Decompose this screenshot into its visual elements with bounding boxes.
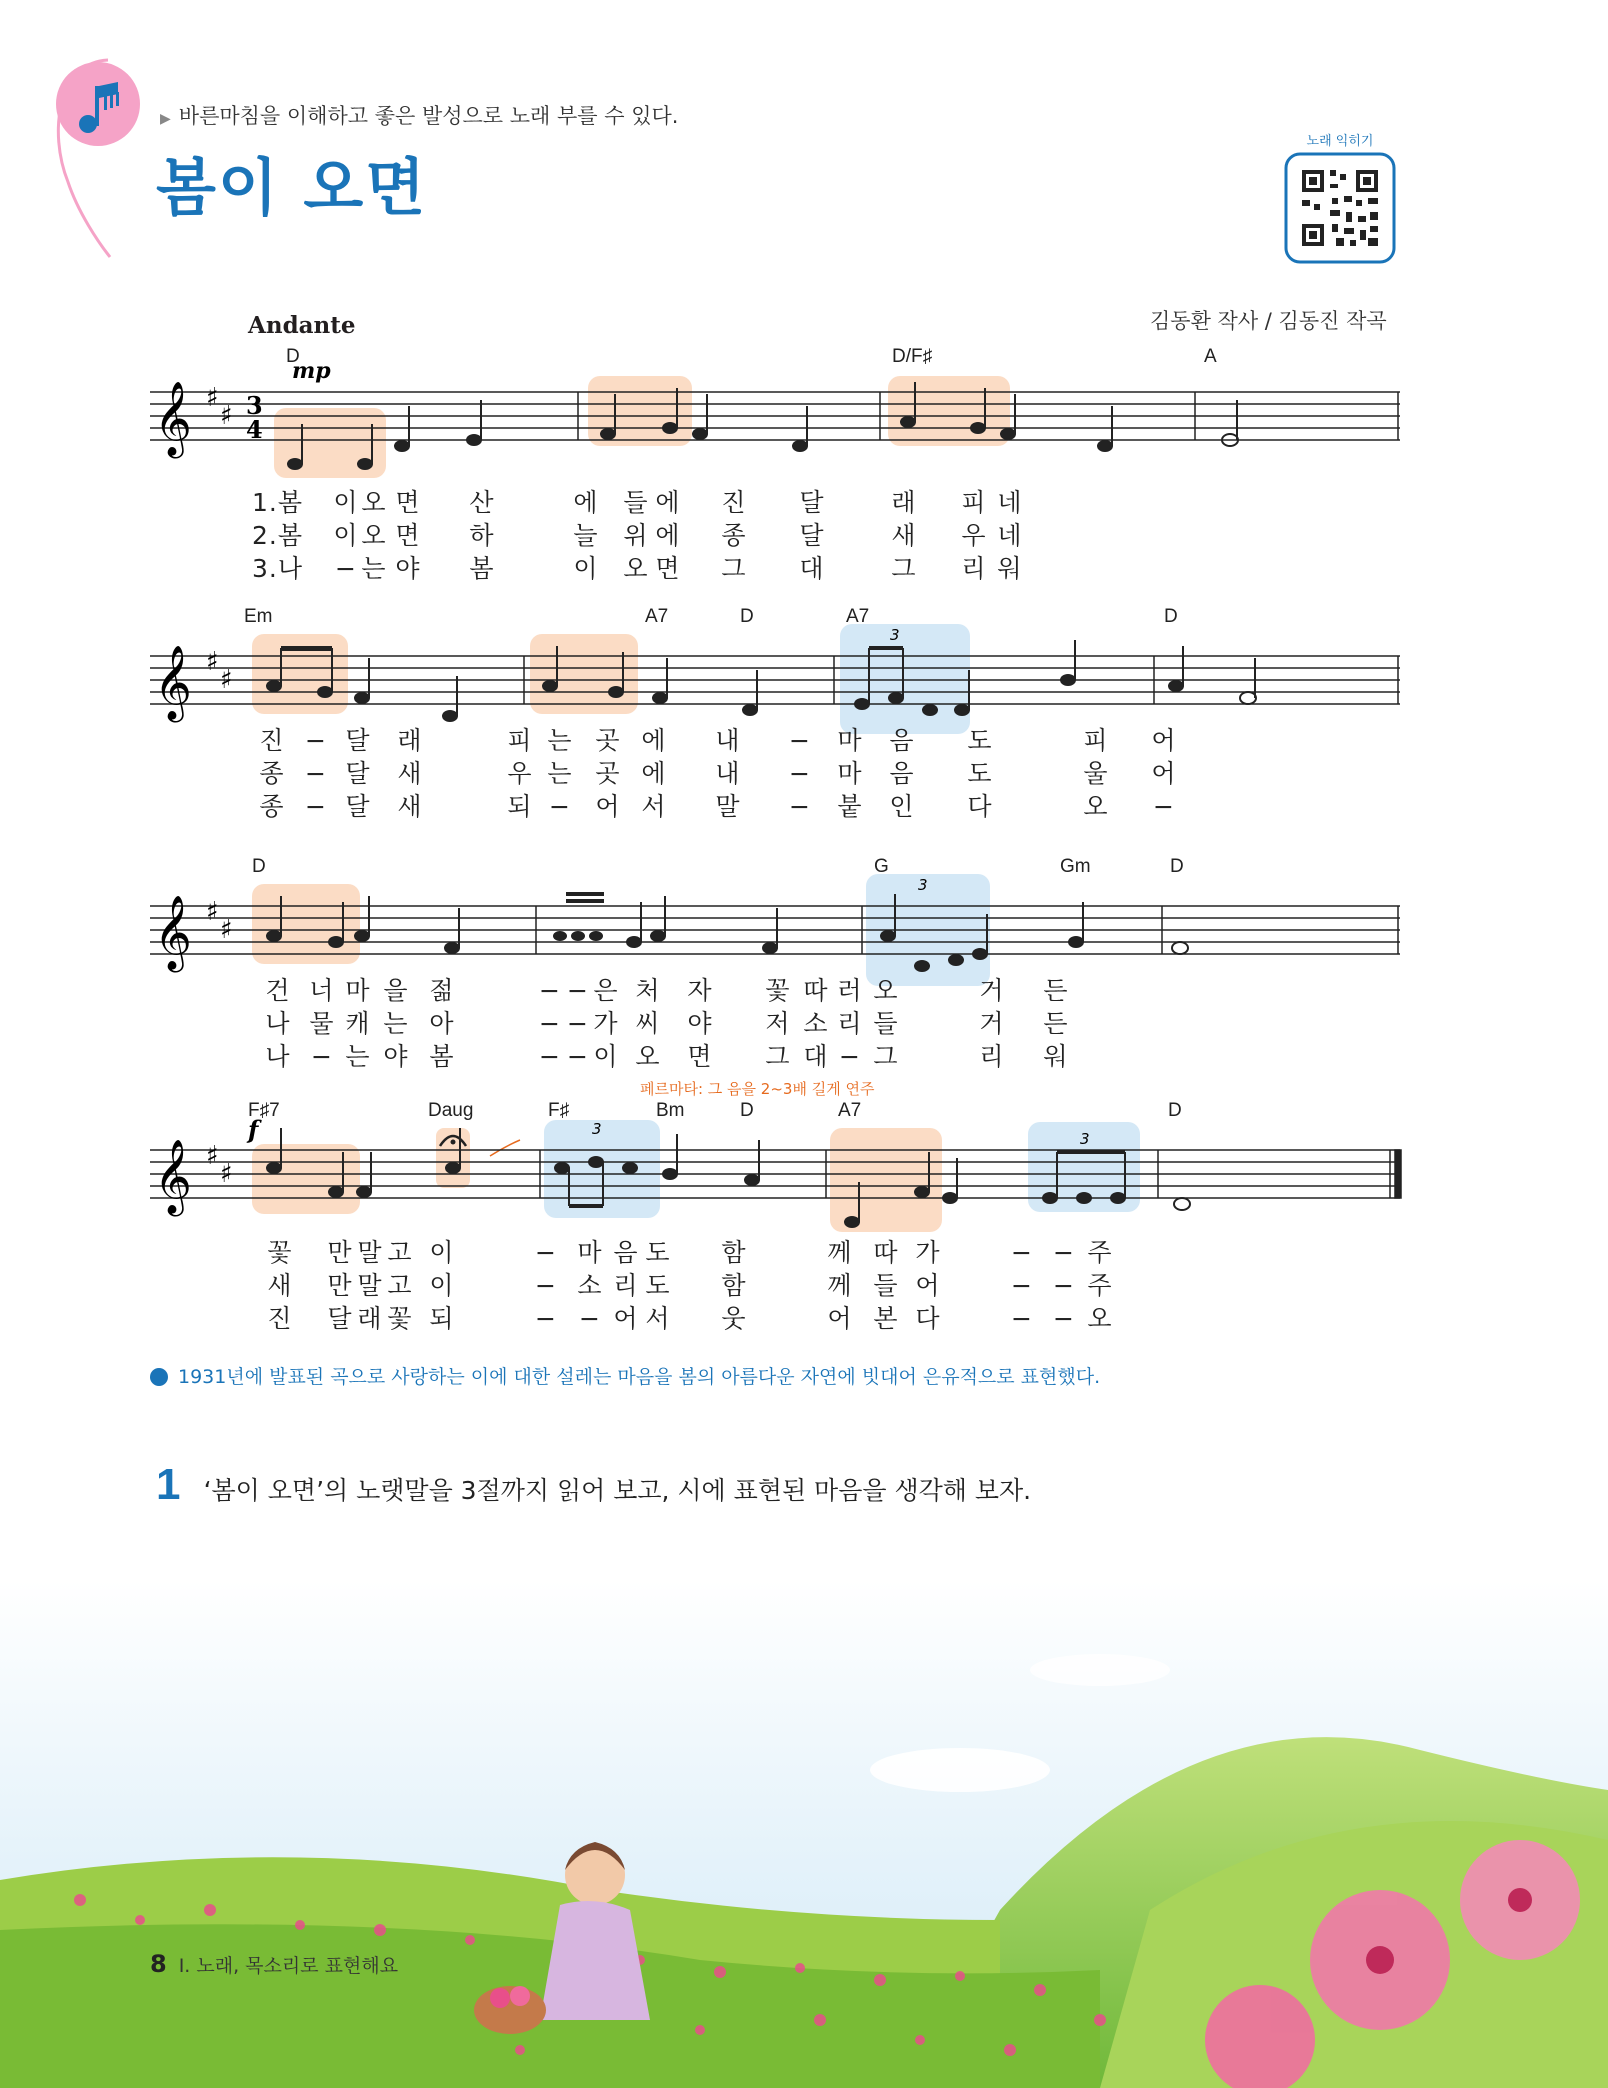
lyric-syllable: 봄 [469,554,495,583]
chord-symbol: A7 [645,606,669,627]
lyric-syllable: 달 [345,759,371,788]
lyric-syllable: 함 [721,1271,747,1300]
lyric-syllable: 그 [873,1042,899,1071]
lyric-syllable: 에 [641,759,667,788]
lyric-syllable: 면 [395,521,421,550]
lyric-syllable: 도 [967,726,993,755]
chord-symbol: D [286,346,300,367]
lyric-syllable: 면 [687,1042,713,1071]
svg-text:♯: ♯ [206,897,219,927]
lyric-syllable: 든 [1043,976,1069,1005]
lyric-syllable: 야 [687,1009,713,1038]
lyric-syllable: 대 [799,554,825,583]
lyric-syllable: 에 [641,726,667,755]
lyric-syllable: 그 [765,1042,791,1071]
lyric-syllable: 대 [803,1042,829,1071]
chord-symbol: D [252,856,266,877]
lyric-syllable: − [535,1304,557,1333]
svg-text:♯: ♯ [220,665,233,695]
lyric-syllable: 러 [837,976,863,1005]
lyric-syllable: 달 [327,1304,353,1333]
svg-text:3: 3 [1080,1130,1090,1148]
lyric-syllable: 그 [721,554,747,583]
lyric-syllable: 들 [873,1271,899,1300]
lyric-syllable: 다 [915,1304,941,1333]
chord-symbol: A [1204,346,1217,367]
music-note-icon [48,52,148,262]
lyric-syllable: 들 [623,488,649,517]
lyric-syllable: 진 [267,1304,293,1333]
lyric-syllable: 말 [715,792,741,821]
staff-1 [140,340,1410,480]
lyric-syllable: 피 [961,488,987,517]
lyric-syllable: 래 [357,1304,383,1333]
lyric-syllable: − [539,1009,561,1038]
lyric-syllable: 오 [1087,1304,1113,1333]
lyric-syllable: 그 [891,554,917,583]
chord-symbol: D/F♯ [892,346,933,367]
chord-symbol: D [1164,606,1178,627]
lyric-syllable: 고 [387,1271,413,1300]
lyric-syllable: 울 [1083,759,1109,788]
lyric-syllable: 우 [961,521,987,550]
lyric-syllable: − [539,976,561,1005]
lyrics-block [140,486,1410,586]
lyric-syllable: 리 [961,554,987,583]
lyric-syllable: − [839,1042,861,1071]
lyric-syllable: 자 [687,976,713,1005]
lyric-syllable: 아 [429,1009,455,1038]
lyric-syllable: − [789,792,811,821]
lyric-syllable: 에 [573,488,599,517]
lyric-syllable: 워 [997,554,1023,583]
lyric-syllable: 면 [395,488,421,517]
lyric-syllable: 이 [429,1238,455,1267]
lyric-syllable: − [567,976,589,1005]
lyric-syllable: − [1011,1271,1033,1300]
lyrics-block [140,974,1410,1074]
song-credit: 김동환 작사 / 김동진 작곡 [1150,309,1387,333]
lyric-syllable: 음 [613,1238,639,1267]
lyric-syllable: 1.봄 [252,488,304,517]
lyric-syllable: − [311,1042,333,1071]
svg-text:3: 3 [890,626,900,644]
lyric-syllable: − [1053,1271,1075,1300]
lyric-syllable: 소 [803,1009,829,1038]
lyric-syllable: 는 [361,554,387,583]
triangle-icon: ▶ [160,111,171,127]
lyric-syllable: 도 [967,759,993,788]
lyric-syllable: 들 [873,1009,899,1038]
lyric-syllable: 도 [645,1271,671,1300]
lyric-syllable: 달 [799,521,825,550]
lyric-syllable: 래 [891,488,917,517]
lyric-syllable: − [535,1238,557,1267]
info-note: 1931년에 발표된 곡으로 사랑하는 이에 대한 설레는 마음을 봄의 아름다운 자연에 빗대어 은유적으로 표현했다. [150,1362,1100,1389]
lyric-syllable: 종 [259,792,285,821]
lyric-syllable: 다 [967,792,993,821]
lyric-syllable: 래 [397,726,423,755]
chord-symbol: A7 [838,1100,862,1121]
lyric-syllable: 이 [333,488,359,517]
treble-clef-icon: 𝄞 [154,382,192,456]
svg-text:♯: ♯ [206,383,219,413]
lyric-syllable: 만 [327,1271,353,1300]
lyric-syllable: 오 [623,554,649,583]
lyric-syllable: 오 [361,488,387,517]
lyric-syllable: 만 [327,1238,353,1267]
lyric-syllable: 새 [267,1271,293,1300]
cd-icon [150,1368,168,1386]
question-1 [156,1460,1031,1510]
lyric-syllable: − [1011,1238,1033,1267]
lyric-syllable: 곳 [595,759,621,788]
chord-symbol: D [1168,1100,1182,1121]
lyric-syllable: 진 [259,726,285,755]
lyric-syllable: 종 [259,759,285,788]
lyric-syllable: 나 [265,1042,291,1071]
svg-text:3: 3 [918,876,928,894]
lyric-syllable: 새 [397,759,423,788]
lyric-syllable: − [789,726,811,755]
svg-text:♯: ♯ [206,647,219,677]
lyric-syllable: 서 [641,792,667,821]
svg-text:𝄞: 𝄞 [154,896,192,970]
lyric-syllable: − [549,792,571,821]
lyric-syllable: 3.나 [252,554,304,583]
learning-objective: ▶ 바른마침을 이해하고 좋은 발성으로 노래 부를 수 있다. [160,104,679,128]
lyric-syllable: 저 [765,1009,791,1038]
lyric-syllable: 이 [593,1042,619,1071]
lyric-syllable: − [1053,1238,1075,1267]
lyric-syllable: 나 [265,1009,291,1038]
lyric-syllable: 따 [873,1238,899,1267]
chord-symbol: D [1170,856,1184,877]
lyric-syllable: 어 [1151,726,1177,755]
svg-text:♯: ♯ [220,1159,233,1189]
lyric-syllable: 늘 [573,521,599,550]
chord-symbol: Bm [656,1100,685,1121]
music-system-4 [140,1080,1410,1338]
svg-text:♯: ♯ [220,915,233,945]
lyric-syllable: 음 [889,726,915,755]
lyric-syllable: 말 [357,1238,383,1267]
lyric-syllable: 는 [547,726,573,755]
lyric-syllable: 리 [837,1009,863,1038]
lyric-syllable: 어 [595,792,621,821]
lyric-syllable: 곳 [595,726,621,755]
chord-symbol: Daug [428,1100,474,1121]
lyric-syllable: 마 [837,759,863,788]
lyric-syllable: 음 [889,759,915,788]
spring-landscape-illustration [0,1580,1608,2088]
lyric-syllable: 에 [655,488,681,517]
lyric-syllable: 봄 [429,1042,455,1071]
svg-text:𝄞: 𝄞 [154,1140,192,1214]
lyric-syllable: 든 [1043,1009,1069,1038]
lyric-syllable: 는 [383,1009,409,1038]
chord-symbol: Em [244,606,273,627]
lyric-syllable: 주 [1087,1238,1113,1267]
lyric-syllable: 하 [469,521,495,550]
chord-symbol: A7 [846,606,870,627]
lyric-syllable: 거 [979,1009,1005,1038]
lyric-syllable: 가 [915,1238,941,1267]
lyric-syllable: 에 [655,521,681,550]
lyric-syllable: 리 [979,1042,1005,1071]
staff-3 [140,854,1410,994]
page-footer [150,1950,398,1978]
lyric-syllable: − [335,554,357,583]
lyric-syllable: 는 [345,1042,371,1071]
lyric-syllable: 인 [889,792,915,821]
lyric-syllable: 오 [873,976,899,1005]
question-text: ‘봄이 오면’의 노랫말을 3절까지 읽어 보고, 시에 표현된 마음을 생각해 보자. [203,1476,1032,1505]
page-title: 봄이 오면 [156,151,428,224]
svg-text:f: f [248,1115,259,1144]
lyric-syllable: 되 [429,1304,455,1333]
lyric-syllable: 어 [915,1271,941,1300]
lyric-syllable: 어 [827,1304,853,1333]
lyric-syllable: 2.봄 [252,521,304,550]
chord-symbol: F♯7 [248,1100,280,1121]
lyric-syllable: 말 [357,1271,383,1300]
chord-symbol: Gm [1060,856,1091,877]
lyric-syllable: 리 [613,1271,639,1300]
lyric-syllable: 웃 [721,1304,747,1333]
lyric-syllable: 마 [837,726,863,755]
lyric-syllable: 서 [645,1304,671,1333]
music-system-2 [140,604,1410,844]
lyric-syllable: − [567,1009,589,1038]
lyric-syllable: 너 [309,976,335,1005]
staff-4 [140,1098,1410,1238]
lyric-syllable: 위 [623,521,649,550]
qr-code-icon[interactable] [1284,140,1396,266]
chapter-title: Ⅰ. 노래, 목소리로 표현해요 [178,1955,399,1977]
lyric-syllable: 되 [507,792,533,821]
lyric-syllable: − [305,726,327,755]
lyric-syllable: 본 [873,1304,899,1333]
lyric-syllable: 주 [1087,1271,1113,1300]
lyric-syllable: 오 [361,521,387,550]
svg-text:3: 3 [592,1120,602,1138]
lyric-syllable: 산 [469,488,495,517]
lyric-syllable: 고 [387,1238,413,1267]
lyric-syllable: 는 [547,759,573,788]
lyric-syllable: − [567,1042,589,1071]
lyric-syllable: 이 [573,554,599,583]
page-number: 8 [150,1950,167,1978]
lyric-syllable: 달 [799,488,825,517]
lyric-syllable: 마 [577,1238,603,1267]
lyric-syllable: 내 [715,726,741,755]
music-system-1 [140,340,1410,583]
svg-text:mp: mp [292,358,331,384]
chord-symbol: D [740,1100,754,1121]
lyric-syllable: 어 [1151,759,1177,788]
lyric-syllable: 네 [997,521,1023,550]
lyric-syllable: − [539,1042,561,1071]
lyric-syllable: − [789,759,811,788]
lyric-syllable: − [1153,792,1175,821]
lyric-syllable: 소 [577,1271,603,1300]
lyric-syllable: 야 [395,554,421,583]
lyric-syllable: 처 [635,976,661,1005]
lyric-syllable: 진 [721,488,747,517]
lyric-syllable: − [1053,1304,1075,1333]
fermata-annotation: 페르마타: 그 음을 2~3배 길게 연주 [640,1080,875,1098]
svg-text:3: 3 [246,391,263,420]
lyric-syllable: 가 [593,1009,619,1038]
lyric-syllable: 이 [429,1271,455,1300]
lyric-syllable: 우 [507,759,533,788]
lyric-syllable: 을 [383,976,409,1005]
lyric-syllable: 새 [891,521,917,550]
lyric-syllable: 도 [645,1238,671,1267]
lyric-syllable: 피 [507,726,533,755]
lyric-syllable: 마 [345,976,371,1005]
lyric-syllable: 이 [333,521,359,550]
lyrics-block [140,1236,1410,1336]
chord-symbol: D [740,606,754,627]
lyric-syllable: − [305,792,327,821]
lyrics-block [140,724,1410,824]
lyric-syllable: 붙 [837,792,863,821]
tempo-marking: Andante [248,312,356,339]
chord-symbol: G [874,856,889,877]
lyric-syllable: 은 [593,976,619,1005]
lyric-syllable: 젊 [429,976,455,1005]
svg-text:♯: ♯ [206,1141,219,1171]
lyric-syllable: − [535,1271,557,1300]
lyric-syllable: 종 [721,521,747,550]
lyric-syllable: 꽃 [765,976,791,1005]
lyric-syllable: 씨 [635,1009,661,1038]
lyric-syllable: 께 [827,1238,853,1267]
music-system-3 [140,854,1410,1094]
lyric-syllable: 달 [345,792,371,821]
lyric-syllable: 물 [309,1009,335,1038]
staff-2 [140,604,1410,744]
lyric-syllable: 워 [1043,1042,1069,1071]
qr-label: 노래 익히기 [1306,134,1374,149]
lyric-syllable: − [305,759,327,788]
lyric-syllable: 면 [655,554,681,583]
chord-symbol: F♯ [548,1100,570,1121]
lyric-syllable: 야 [383,1042,409,1071]
svg-text:4: 4 [246,415,263,444]
lyric-syllable: 피 [1083,726,1109,755]
lyric-syllable: 내 [715,759,741,788]
lyric-syllable: − [1011,1304,1033,1333]
question-number: 1 [156,1460,181,1509]
lyric-syllable: 꽃 [387,1304,413,1333]
lyric-syllable: 오 [635,1042,661,1071]
lyric-syllable: 어 [613,1304,639,1333]
lyric-syllable: 꽃 [267,1238,293,1267]
lyric-syllable: 함 [721,1238,747,1267]
lyric-syllable: 캐 [345,1009,371,1038]
lyric-syllable: 새 [397,792,423,821]
lyric-syllable: 달 [345,726,371,755]
lyric-syllable: 거 [979,976,1005,1005]
lyric-syllable: − [579,1304,601,1333]
lyric-syllable: 따 [803,976,829,1005]
svg-text:♯: ♯ [220,401,233,431]
lyric-syllable: 께 [827,1271,853,1300]
lyric-syllable: 네 [997,488,1023,517]
lyric-syllable: 건 [265,976,291,1005]
lyric-syllable: 오 [1083,792,1109,821]
svg-text:𝄞: 𝄞 [154,646,192,720]
